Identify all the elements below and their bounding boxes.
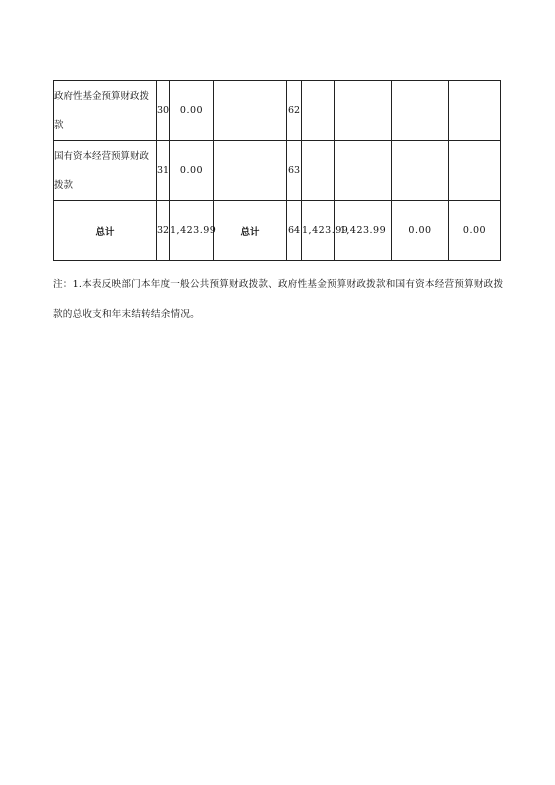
total-row bbox=[54, 201, 501, 261]
general-budget-total: 1,423.99 bbox=[335, 201, 392, 261]
income-amount: 0.00 bbox=[170, 81, 214, 141]
expense-item-label bbox=[214, 81, 287, 141]
income-item-label: 国有资本经营预算财政拨款 bbox=[54, 141, 157, 201]
fund-budget-amount bbox=[392, 81, 449, 141]
fund-budget-total: 0.00 bbox=[392, 201, 449, 261]
income-item-label: 政府性基金预算财政拨款 bbox=[54, 81, 157, 141]
row-number: 32 bbox=[157, 201, 170, 261]
total-income-amount: 1,423.99 bbox=[170, 201, 214, 261]
total-label: 总计 bbox=[214, 201, 287, 261]
row-number: 62 bbox=[287, 81, 302, 141]
general-budget-amount bbox=[335, 141, 392, 201]
table-row bbox=[54, 81, 501, 141]
expense-amount bbox=[302, 81, 335, 141]
state-capital-total: 0.00 bbox=[449, 201, 501, 261]
total-expense-amount: 1,423.99 bbox=[302, 201, 335, 261]
table-row bbox=[54, 141, 501, 201]
expense-item-label bbox=[214, 141, 287, 201]
fund-budget-amount bbox=[392, 141, 449, 201]
table-footnote: 注：1.本表反映部门本年度一般公共预算财政拨款、政府性基金预算财政拨款和国有资本经营预算财政拨款的总收支和年末结转结余情况。 bbox=[53, 279, 504, 320]
expense-amount bbox=[302, 141, 335, 201]
total-label: 总计 bbox=[54, 201, 157, 261]
state-capital-amount bbox=[449, 141, 501, 201]
income-amount: 0.00 bbox=[170, 141, 214, 201]
general-budget-amount bbox=[335, 81, 392, 141]
row-number: 63 bbox=[287, 141, 302, 201]
row-number: 31 bbox=[157, 141, 170, 201]
row-number: 64 bbox=[287, 201, 302, 261]
row-number: 30 bbox=[157, 81, 170, 141]
state-capital-amount bbox=[449, 81, 501, 141]
financial-table bbox=[53, 80, 501, 261]
